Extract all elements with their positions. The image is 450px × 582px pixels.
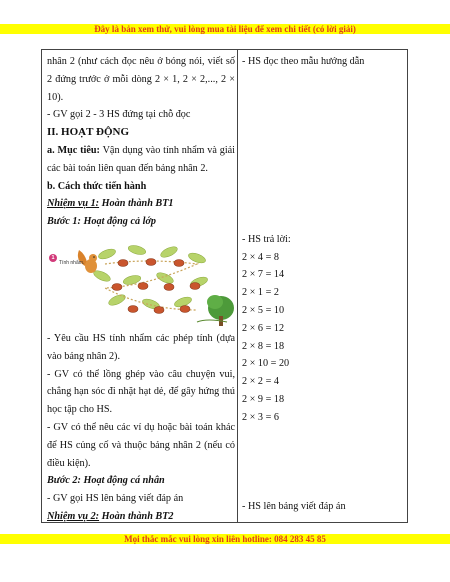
exercise-illustration — [47, 236, 235, 328]
goal-text: Vận dụng vào tính nhẩm và giải các bài toán liên quan đến bảng nhân 2. — [47, 144, 236, 174]
spacer — [242, 427, 404, 498]
spacer — [242, 71, 404, 231]
answer-line: 2 × 4 = 8 — [242, 251, 279, 263]
banner-bottom-text: Mọi thắc mắc vui lòng xin liên hotline: 084 283 45 85 — [124, 534, 326, 544]
goal-paragraph — [47, 142, 235, 178]
task1-label: Nhiệm vụ 1: — [47, 198, 100, 210]
answer-line: 2 × 3 = 6 — [242, 411, 279, 423]
answer-line: 2 × 10 = 20 — [242, 358, 290, 370]
teacher-column — [47, 53, 235, 526]
section-heading: II. HOẠT ĐỘNG — [47, 126, 130, 139]
answer-line: 2 × 1 = 2 — [242, 287, 279, 299]
paragraph-call-students: - GV gọi 2 - 3 HS đứng tại chỗ đọc — [47, 109, 191, 121]
goal-label: a. Mục tiêu: — [47, 144, 100, 156]
task1-heading — [47, 195, 235, 213]
paragraph-intro: nhân 2 (như cách đọc nêu ở bóng nói, viết số 2 đứng trước ở mỗi dòng 2 × 1, 2 × 2,..., 2 × 10). — [47, 56, 235, 103]
exercise-label: Tính nhẩm. — [59, 259, 85, 266]
student-read-line: - HS đọc theo mẫu hướng dẫn — [242, 56, 365, 67]
step2-heading: Bước 2: Hoạt động cá nhân — [47, 475, 165, 487]
answer-line: 2 × 6 = 12 — [242, 322, 285, 334]
answer-line: 2 × 7 = 14 — [242, 269, 285, 281]
answer-line: 2 × 8 = 18 — [242, 340, 285, 352]
column-divider — [237, 50, 238, 522]
banner-bottom — [0, 534, 450, 544]
paragraph-examples: - GV có thể nêu các ví dụ hoặc bài toán khác để HS củng cố và thuộc bảng nhân 2 (nếu có điều kiện). — [47, 421, 235, 469]
task2-text: Hoàn thành BT2 — [99, 510, 174, 522]
paragraph-board: - GV gọi HS lên bảng viết đáp án — [47, 493, 184, 505]
answer-line: 2 × 2 = 4 — [242, 376, 279, 388]
paragraph-story: - GV có thể lồng ghép vào câu chuyện vui, chẳng hạn sóc đi nhặt hạt dẻ, để gây hứng thú học tập cho HS. — [47, 368, 235, 416]
step1-heading: Bước 1: Hoạt động cả lớp — [47, 216, 157, 228]
answer-line: 2 × 5 = 10 — [242, 304, 285, 316]
task2-label: Nhiệm vụ 2: — [47, 510, 100, 522]
student-answer-intro: - HS trả lời: — [242, 233, 291, 245]
answer-line: 2 × 9 = 18 — [242, 393, 285, 405]
lesson-table — [41, 49, 408, 523]
squirrel-path-illustration — [47, 236, 235, 328]
student-board-line: - HS lên bảng viết đáp án — [242, 500, 346, 512]
banner-top-text: Đây là bản xem thử, vui lòng mua tài liệu để xem chi tiết (có lời giải) — [94, 24, 356, 34]
exercise-number-badge: 1 — [49, 254, 57, 262]
method-heading: b. Cách thức tiến hành — [47, 180, 147, 192]
paragraph-mental-math: - Yêu cầu HS tính nhẩm các phép tính (dựa vào bảng nhân 2). — [47, 332, 235, 362]
task1-text: Hoàn thành BT1 — [99, 198, 174, 210]
task2-heading — [47, 508, 235, 526]
student-column — [242, 53, 404, 515]
banner-top — [0, 24, 450, 34]
